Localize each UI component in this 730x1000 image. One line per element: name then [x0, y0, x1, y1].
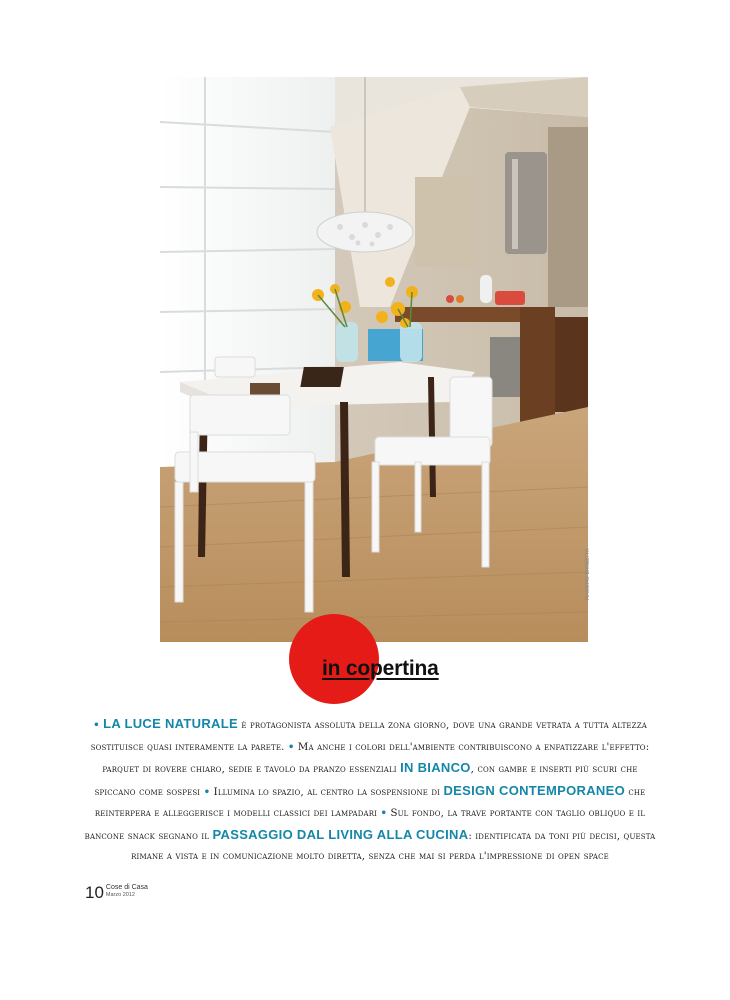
bullet: • — [93, 719, 100, 731]
highlight-luce-naturale: LA LUCE NATURALE — [103, 716, 238, 731]
text-segment: è protagonista assoluta della zona giorno, dove una grande vetrata a tutta altezza sostituisce quasi interamente la parete. — [90, 720, 647, 753]
magazine-name: Cose di Casa — [105, 884, 148, 891]
text-segment: , con gambe e inserti più scuri che spiccano come sospesi — [94, 764, 638, 798]
footer-meta — [106, 884, 148, 899]
issue-date: Marzo 2012 — [105, 892, 135, 898]
text-segment: Sul fondo, la trave portante con taglio obliquo e il bancone snack segnano il — [84, 808, 646, 842]
bullet: • — [287, 740, 295, 753]
body-text — [82, 714, 658, 868]
highlight-design-contemporaneo: DESIGN CONTEMPORANEO — [443, 782, 625, 798]
text-segment: che reinterpera e alleggerisce i modelli classici dei lampadari — [94, 786, 646, 819]
text-segment: : identificata da toni più decisi, questa rimane a vista e in comunicazione molto diretta, senza che mai si perda l'impressione di open space — [131, 830, 656, 862]
dining-room-photo — [160, 77, 588, 642]
highlight-in-bianco: IN BIANCO — [400, 760, 471, 775]
text-segment: Illumina lo spazio, al centro la sospensione di — [210, 786, 444, 798]
text-segment: Ma anche i colori dell'ambiente contribuiscono a enfatizzare l'effetto: parquet di rovere chiaro, sedie e tavolo da pranzo essenziali — [102, 741, 650, 775]
page-footer — [85, 884, 148, 901]
highlight-passaggio: PASSAGGIO DAL LIVING ALLA CUCINA — [212, 826, 469, 842]
bullet: • — [380, 807, 388, 819]
page-number: 10 — [85, 883, 104, 902]
section-title: in copertina — [322, 657, 439, 680]
bullet: • — [203, 785, 211, 798]
photo-credit: MASSIMO BARBETTA — [585, 548, 591, 600]
